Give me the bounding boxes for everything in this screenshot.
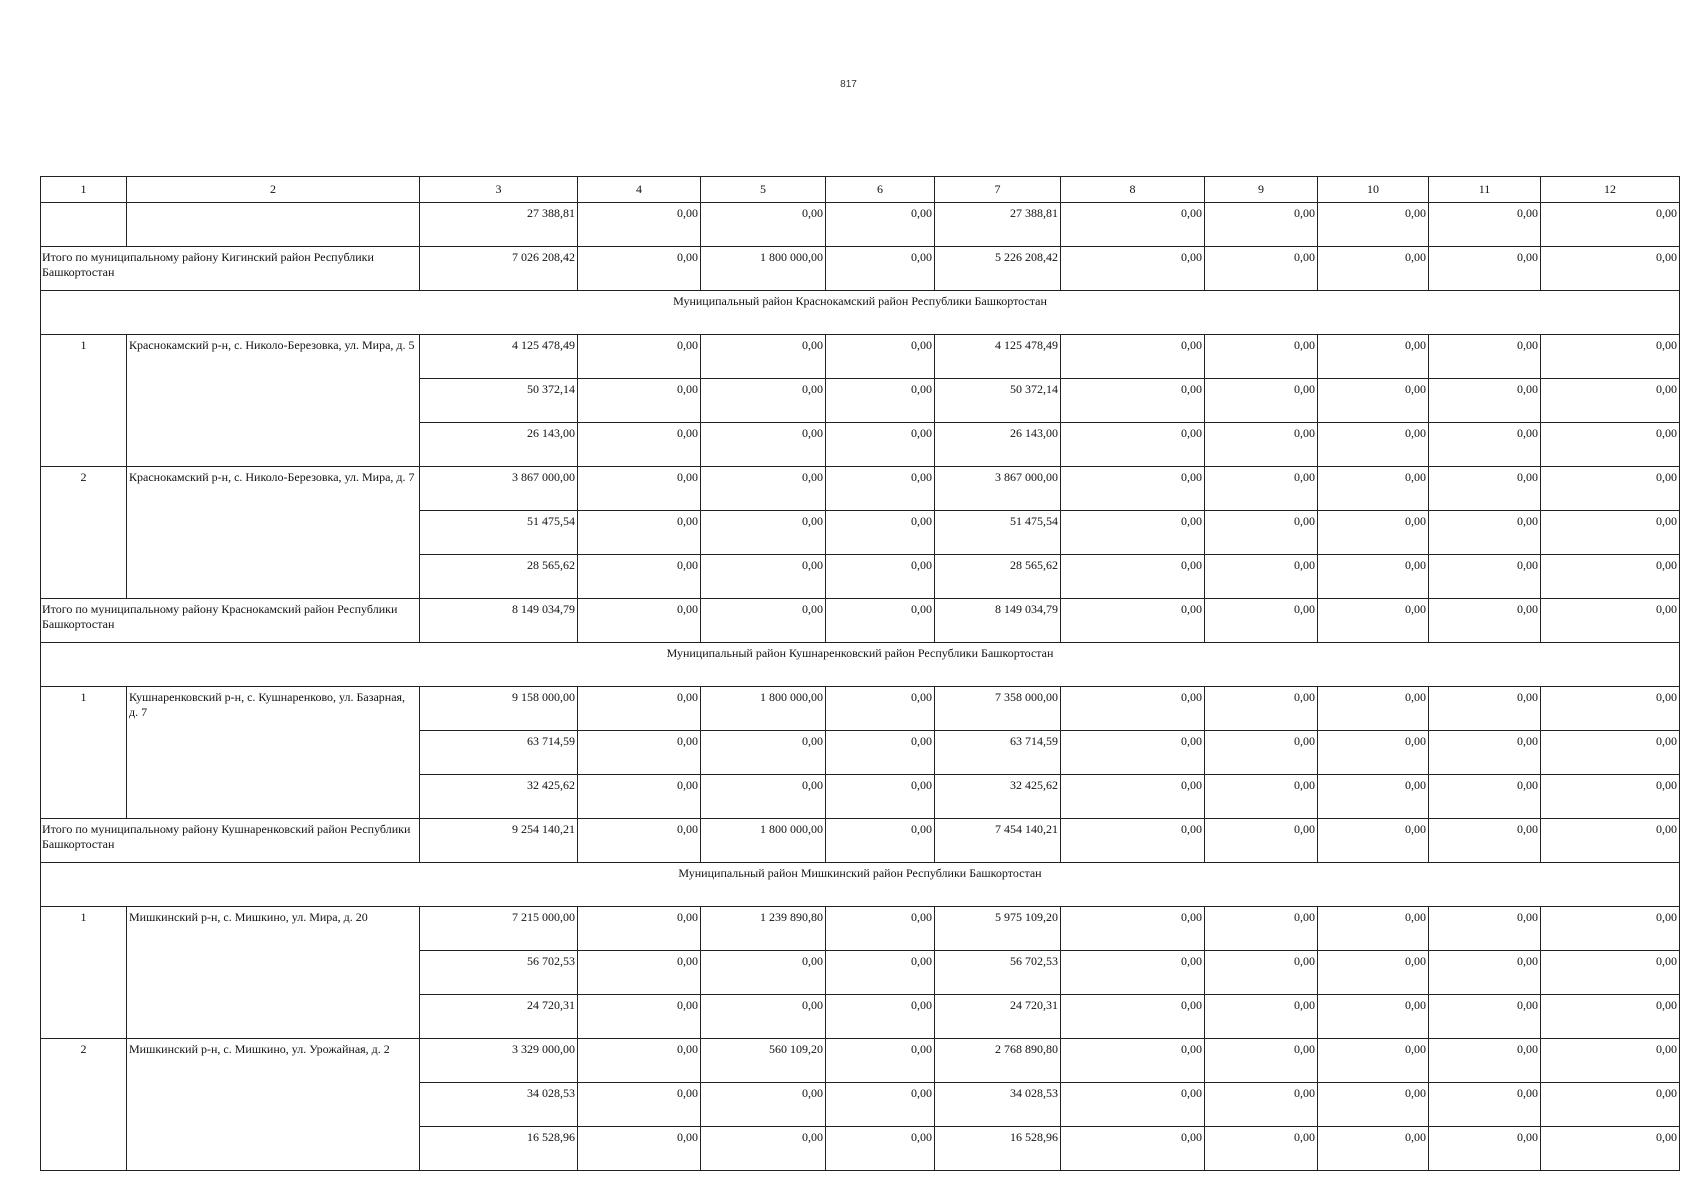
value-cell: 0,00 — [578, 775, 701, 819]
value-cell: 0,00 — [1205, 467, 1318, 511]
value-cell: 0,00 — [701, 951, 826, 995]
value-cell: 0,00 — [1061, 203, 1205, 247]
value-cell: 0,00 — [1061, 775, 1205, 819]
row-index: 2 — [41, 1039, 127, 1171]
value-cell: 0,00 — [826, 775, 935, 819]
page-edge — [1683, 170, 1697, 1150]
column-header: 8 — [1061, 177, 1205, 203]
value-cell: 0,00 — [1205, 555, 1318, 599]
value-cell: 0,00 — [826, 1083, 935, 1127]
value-cell: 0,00 — [1061, 423, 1205, 467]
column-header: 7 — [935, 177, 1061, 203]
value-cell: 0,00 — [1429, 599, 1541, 643]
value-cell: 0,00 — [1541, 203, 1680, 247]
value-cell: 3 867 000,00 — [420, 467, 578, 511]
value-cell: 0,00 — [578, 995, 701, 1039]
value-cell: 0,00 — [701, 731, 826, 775]
value-cell: 0,00 — [1541, 1127, 1680, 1171]
value-cell: 0,00 — [1205, 423, 1318, 467]
value-cell: 0,00 — [1429, 819, 1541, 863]
value-cell: 51 475,54 — [420, 511, 578, 555]
column-header: 3 — [420, 177, 578, 203]
value-cell: 0,00 — [826, 335, 935, 379]
total-row — [41, 599, 1680, 643]
value-cell: 0,00 — [701, 1127, 826, 1171]
data-table — [40, 176, 1680, 1171]
value-cell: 0,00 — [826, 687, 935, 731]
value-cell: 0,00 — [1061, 1127, 1205, 1171]
value-cell: 8 149 034,79 — [935, 599, 1061, 643]
value-cell: 27 388,81 — [420, 203, 578, 247]
section-title: Муниципальный район Кушнаренковский район Республики Башкортостан — [41, 643, 1680, 687]
section-title: Муниципальный район Мишкинский район Республики Башкортостан — [41, 863, 1680, 907]
section-row — [41, 291, 1680, 335]
value-cell: 0,00 — [1205, 511, 1318, 555]
value-cell: 0,00 — [1318, 951, 1429, 995]
value-cell: 0,00 — [826, 731, 935, 775]
value-cell: 0,00 — [826, 423, 935, 467]
value-cell: 0,00 — [1061, 379, 1205, 423]
value-cell: 3 329 000,00 — [420, 1039, 578, 1083]
value-cell: 0,00 — [701, 599, 826, 643]
value-cell: 4 125 478,49 — [420, 335, 578, 379]
value-cell: 0,00 — [1205, 687, 1318, 731]
table-row — [41, 687, 1680, 731]
value-cell: 0,00 — [1429, 511, 1541, 555]
value-cell: 0,00 — [1541, 995, 1680, 1039]
value-cell: 0,00 — [1318, 907, 1429, 951]
section-row — [41, 643, 1680, 687]
value-cell: 0,00 — [1061, 335, 1205, 379]
total-row — [41, 247, 1680, 291]
table-row — [41, 335, 1680, 379]
value-cell: 0,00 — [1541, 687, 1680, 731]
value-cell: 56 702,53 — [935, 951, 1061, 995]
value-cell: 0,00 — [1541, 423, 1680, 467]
value-cell: 0,00 — [701, 511, 826, 555]
value-cell: 0,00 — [1318, 555, 1429, 599]
value-cell: 63 714,59 — [935, 731, 1061, 775]
address-cell: Мишкинский р-н, с. Мишкино, ул. Урожайная, д. 2 — [127, 1039, 420, 1171]
value-cell: 0,00 — [578, 907, 701, 951]
value-cell: 0,00 — [578, 1039, 701, 1083]
value-cell: 0,00 — [826, 995, 935, 1039]
value-cell: 0,00 — [1061, 731, 1205, 775]
value-cell: 0,00 — [1541, 511, 1680, 555]
value-cell: 0,00 — [1318, 379, 1429, 423]
value-cell: 0,00 — [1429, 247, 1541, 291]
value-cell: 63 714,59 — [420, 731, 578, 775]
value-cell: 0,00 — [1205, 819, 1318, 863]
value-cell: 0,00 — [826, 511, 935, 555]
column-header: 11 — [1429, 177, 1541, 203]
total-row — [41, 819, 1680, 863]
page-number: 817 — [840, 79, 857, 90]
value-cell: 32 425,62 — [420, 775, 578, 819]
section-row — [41, 863, 1680, 907]
value-cell: 0,00 — [826, 1039, 935, 1083]
value-cell: 0,00 — [1318, 1083, 1429, 1127]
value-cell: 0,00 — [826, 555, 935, 599]
row-index-cell — [41, 203, 127, 247]
value-cell: 0,00 — [1541, 1083, 1680, 1127]
value-cell: 1 800 000,00 — [701, 687, 826, 731]
value-cell: 0,00 — [1061, 995, 1205, 1039]
value-cell: 0,00 — [1318, 1127, 1429, 1171]
value-cell: 7 026 208,42 — [420, 247, 578, 291]
value-cell: 0,00 — [826, 907, 935, 951]
column-header: 12 — [1541, 177, 1680, 203]
value-cell: 0,00 — [578, 687, 701, 731]
value-cell: 0,00 — [1318, 731, 1429, 775]
value-cell: 0,00 — [1205, 1127, 1318, 1171]
address-cell: Краснокамский р-н, с. Николо-Березовка, ул. Мира, д. 5 — [127, 335, 420, 467]
table-row — [41, 467, 1680, 511]
header-row — [41, 177, 1680, 203]
value-cell: 0,00 — [578, 555, 701, 599]
value-cell: 56 702,53 — [420, 951, 578, 995]
value-cell: 0,00 — [701, 995, 826, 1039]
value-cell: 0,00 — [578, 1083, 701, 1127]
value-cell: 16 528,96 — [935, 1127, 1061, 1171]
address-cell: Мишкинский р-н, с. Мишкино, ул. Мира, д. 20 — [127, 907, 420, 1039]
value-cell: 0,00 — [1205, 775, 1318, 819]
value-cell: 8 149 034,79 — [420, 599, 578, 643]
value-cell: 34 028,53 — [935, 1083, 1061, 1127]
value-cell: 0,00 — [578, 203, 701, 247]
column-header: 6 — [826, 177, 935, 203]
value-cell: 0,00 — [1429, 907, 1541, 951]
total-label: Итого по муниципальному району Краснокамский район Республики Башкортостан — [41, 599, 420, 643]
value-cell: 0,00 — [1061, 907, 1205, 951]
value-cell: 0,00 — [701, 1083, 826, 1127]
continuation-row — [41, 203, 1680, 247]
value-cell: 0,00 — [1429, 555, 1541, 599]
value-cell: 0,00 — [1429, 687, 1541, 731]
value-cell: 9 254 140,21 — [420, 819, 578, 863]
value-cell: 0,00 — [701, 467, 826, 511]
value-cell: 34 028,53 — [420, 1083, 578, 1127]
value-cell: 0,00 — [1205, 247, 1318, 291]
value-cell: 0,00 — [578, 423, 701, 467]
value-cell: 0,00 — [1429, 1083, 1541, 1127]
value-cell: 28 565,62 — [420, 555, 578, 599]
value-cell: 0,00 — [1061, 687, 1205, 731]
value-cell: 0,00 — [1318, 467, 1429, 511]
value-cell: 0,00 — [1318, 335, 1429, 379]
value-cell: 7 215 000,00 — [420, 907, 578, 951]
value-cell: 0,00 — [1541, 775, 1680, 819]
value-cell: 1 800 000,00 — [701, 819, 826, 863]
value-cell: 5 226 208,42 — [935, 247, 1061, 291]
value-cell: 0,00 — [1061, 1083, 1205, 1127]
value-cell: 0,00 — [1318, 995, 1429, 1039]
value-cell: 0,00 — [1205, 951, 1318, 995]
value-cell: 0,00 — [1318, 819, 1429, 863]
value-cell: 0,00 — [1318, 423, 1429, 467]
value-cell: 0,00 — [826, 379, 935, 423]
value-cell: 0,00 — [578, 247, 701, 291]
value-cell: 0,00 — [826, 819, 935, 863]
value-cell: 0,00 — [1541, 555, 1680, 599]
value-cell: 0,00 — [1429, 379, 1541, 423]
value-cell: 0,00 — [701, 555, 826, 599]
total-label: Итого по муниципальному району Кигинский район Республики Башкортостан — [41, 247, 420, 291]
value-cell: 1 800 000,00 — [701, 247, 826, 291]
value-cell: 0,00 — [826, 599, 935, 643]
value-cell: 50 372,14 — [420, 379, 578, 423]
value-cell: 0,00 — [578, 1127, 701, 1171]
value-cell: 0,00 — [701, 423, 826, 467]
value-cell: 4 125 478,49 — [935, 335, 1061, 379]
value-cell: 50 372,14 — [935, 379, 1061, 423]
value-cell: 0,00 — [1429, 1039, 1541, 1083]
value-cell: 0,00 — [578, 379, 701, 423]
value-cell: 0,00 — [1541, 731, 1680, 775]
value-cell: 0,00 — [1061, 511, 1205, 555]
value-cell: 0,00 — [1541, 819, 1680, 863]
value-cell: 0,00 — [1318, 247, 1429, 291]
value-cell: 0,00 — [1205, 599, 1318, 643]
value-cell: 0,00 — [1541, 335, 1680, 379]
value-cell: 0,00 — [826, 203, 935, 247]
value-cell: 0,00 — [1541, 599, 1680, 643]
value-cell: 0,00 — [1429, 731, 1541, 775]
section-title: Муниципальный район Краснокамский район Республики Башкортостан — [41, 291, 1680, 335]
total-label: Итого по муниципальному району Кушнаренковский район Республики Башкортостан — [41, 819, 420, 863]
value-cell: 0,00 — [1318, 599, 1429, 643]
table-row — [41, 907, 1680, 951]
address-cell — [127, 203, 420, 247]
value-cell: 0,00 — [578, 731, 701, 775]
value-cell: 32 425,62 — [935, 775, 1061, 819]
value-cell: 0,00 — [1541, 951, 1680, 995]
value-cell: 9 158 000,00 — [420, 687, 578, 731]
value-cell: 51 475,54 — [935, 511, 1061, 555]
value-cell: 0,00 — [1205, 203, 1318, 247]
value-cell: 0,00 — [1061, 555, 1205, 599]
value-cell: 1 239 890,80 — [701, 907, 826, 951]
value-cell: 0,00 — [1061, 467, 1205, 511]
value-cell: 0,00 — [1318, 511, 1429, 555]
value-cell: 26 143,00 — [420, 423, 578, 467]
address-cell: Краснокамский р-н, с. Николо-Березовка, ул. Мира, д. 7 — [127, 467, 420, 599]
value-cell: 7 454 140,21 — [935, 819, 1061, 863]
value-cell: 0,00 — [1429, 203, 1541, 247]
column-header: 9 — [1205, 177, 1318, 203]
value-cell: 5 975 109,20 — [935, 907, 1061, 951]
value-cell: 0,00 — [1205, 379, 1318, 423]
value-cell: 0,00 — [1061, 247, 1205, 291]
table-row — [41, 1039, 1680, 1083]
value-cell: 560 109,20 — [701, 1039, 826, 1083]
column-header: 5 — [701, 177, 826, 203]
value-cell: 0,00 — [826, 247, 935, 291]
value-cell: 0,00 — [1429, 951, 1541, 995]
value-cell: 0,00 — [1061, 1039, 1205, 1083]
value-cell: 0,00 — [1429, 1127, 1541, 1171]
value-cell: 0,00 — [1318, 1039, 1429, 1083]
value-cell: 0,00 — [1205, 995, 1318, 1039]
value-cell: 0,00 — [1205, 907, 1318, 951]
value-cell: 0,00 — [1541, 1039, 1680, 1083]
value-cell: 0,00 — [1541, 379, 1680, 423]
value-cell: 0,00 — [1429, 335, 1541, 379]
value-cell: 7 358 000,00 — [935, 687, 1061, 731]
value-cell: 0,00 — [1318, 203, 1429, 247]
value-cell: 0,00 — [578, 819, 701, 863]
value-cell: 0,00 — [1541, 247, 1680, 291]
value-cell: 0,00 — [826, 1127, 935, 1171]
value-cell: 0,00 — [578, 599, 701, 643]
value-cell: 0,00 — [1429, 775, 1541, 819]
address-cell: Кушнаренковский р-н, с. Кушнаренково, ул. Базарная, д. 7 — [127, 687, 420, 819]
value-cell: 0,00 — [1205, 335, 1318, 379]
value-cell: 0,00 — [1061, 951, 1205, 995]
row-index: 1 — [41, 687, 127, 819]
value-cell: 0,00 — [578, 511, 701, 555]
column-header: 2 — [127, 177, 420, 203]
value-cell: 0,00 — [1061, 819, 1205, 863]
value-cell: 0,00 — [1061, 599, 1205, 643]
column-header: 1 — [41, 177, 127, 203]
column-header: 4 — [578, 177, 701, 203]
row-index: 2 — [41, 467, 127, 599]
value-cell: 0,00 — [701, 379, 826, 423]
value-cell: 0,00 — [826, 467, 935, 511]
value-cell: 0,00 — [578, 335, 701, 379]
value-cell: 3 867 000,00 — [935, 467, 1061, 511]
value-cell: 0,00 — [1429, 423, 1541, 467]
value-cell: 0,00 — [1429, 467, 1541, 511]
value-cell: 0,00 — [701, 335, 826, 379]
value-cell: 0,00 — [578, 951, 701, 995]
value-cell: 27 388,81 — [935, 203, 1061, 247]
value-cell: 0,00 — [578, 467, 701, 511]
value-cell: 0,00 — [701, 203, 826, 247]
value-cell: 0,00 — [826, 951, 935, 995]
value-cell: 0,00 — [1541, 907, 1680, 951]
column-header: 10 — [1318, 177, 1429, 203]
value-cell: 0,00 — [1205, 1039, 1318, 1083]
value-cell: 24 720,31 — [420, 995, 578, 1039]
value-cell: 0,00 — [1205, 731, 1318, 775]
value-cell: 0,00 — [1205, 1083, 1318, 1127]
row-index: 1 — [41, 335, 127, 467]
value-cell: 0,00 — [1318, 687, 1429, 731]
value-cell: 26 143,00 — [935, 423, 1061, 467]
value-cell: 0,00 — [1541, 467, 1680, 511]
value-cell: 0,00 — [1429, 995, 1541, 1039]
value-cell: 0,00 — [701, 775, 826, 819]
value-cell: 2 768 890,80 — [935, 1039, 1061, 1083]
row-index: 1 — [41, 907, 127, 1039]
value-cell: 24 720,31 — [935, 995, 1061, 1039]
table-body — [41, 177, 1680, 1171]
value-cell: 0,00 — [1318, 775, 1429, 819]
value-cell: 16 528,96 — [420, 1127, 578, 1171]
value-cell: 28 565,62 — [935, 555, 1061, 599]
